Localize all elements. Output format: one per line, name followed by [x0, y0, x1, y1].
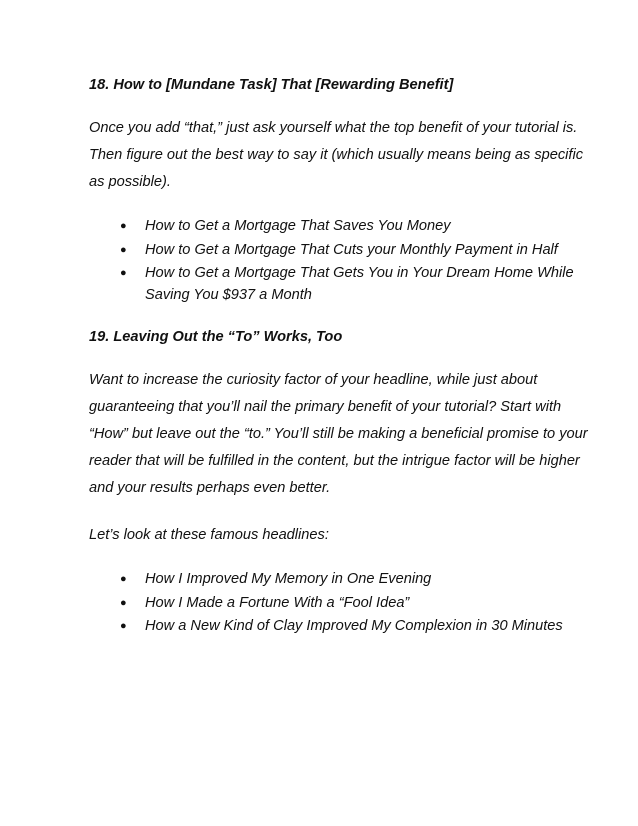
bullet-icon: ● [120, 267, 127, 279]
section-19-paragraph: Want to increase the curiosity factor of your headline, while just about guaranteeing that you’ll nail the primary benefit of your tutorial? Start with “How” but leave out the “to.” You’ll still be making a beneficial promise to your reader that will be fulfilled in the content, but the intrigue factor will be higher and your results perhaps even better. [89, 372, 588, 496]
section-19-bullet-list [89, 569, 598, 638]
list-item-text: How I Made a Fortune With a “Fool Idea” [145, 594, 410, 611]
list-item [120, 593, 598, 615]
bullet-icon: ● [120, 620, 127, 632]
section-18-heading: 18. How to [Mundane Task] That [Rewarding Benefit] [89, 77, 454, 93]
section-18-paragraph: Once you add “that,” just ask yourself what the top benefit of your tutorial is. Then figure out the best way to say it (which usually means being as specific as possible). [89, 120, 584, 190]
bullet-icon: ● [120, 243, 127, 256]
list-item [120, 616, 598, 638]
section-19-intro: Let’s look at these famous headlines: [89, 527, 329, 543]
list-item-text: How to Get a Mortgage That Saves You Money [145, 218, 451, 234]
list-item-text: How to Get a Mortgage That Cuts your Monthly Payment in Half [145, 241, 558, 258]
bullet-icon: ● [120, 596, 127, 609]
list-item [120, 240, 598, 262]
section-18-bullet-list [89, 216, 598, 306]
section-19-heading: 19. Leaving Out the “To” Works, Too [89, 329, 343, 345]
bullet-icon: ● [120, 573, 127, 585]
bullet-icon: ● [120, 220, 127, 232]
list-item-text: How a New Kind of Clay Improved My Complexion in 30 Minutes [145, 618, 563, 634]
list-item [120, 263, 598, 306]
list-item-text: How I Improved My Memory in One Evening [145, 571, 432, 587]
list-item-text: How to Get a Mortgage That Gets You in Your Dream Home While Saving You $937 a Month [145, 265, 574, 303]
list-item [120, 569, 598, 591]
list-item [120, 216, 598, 238]
